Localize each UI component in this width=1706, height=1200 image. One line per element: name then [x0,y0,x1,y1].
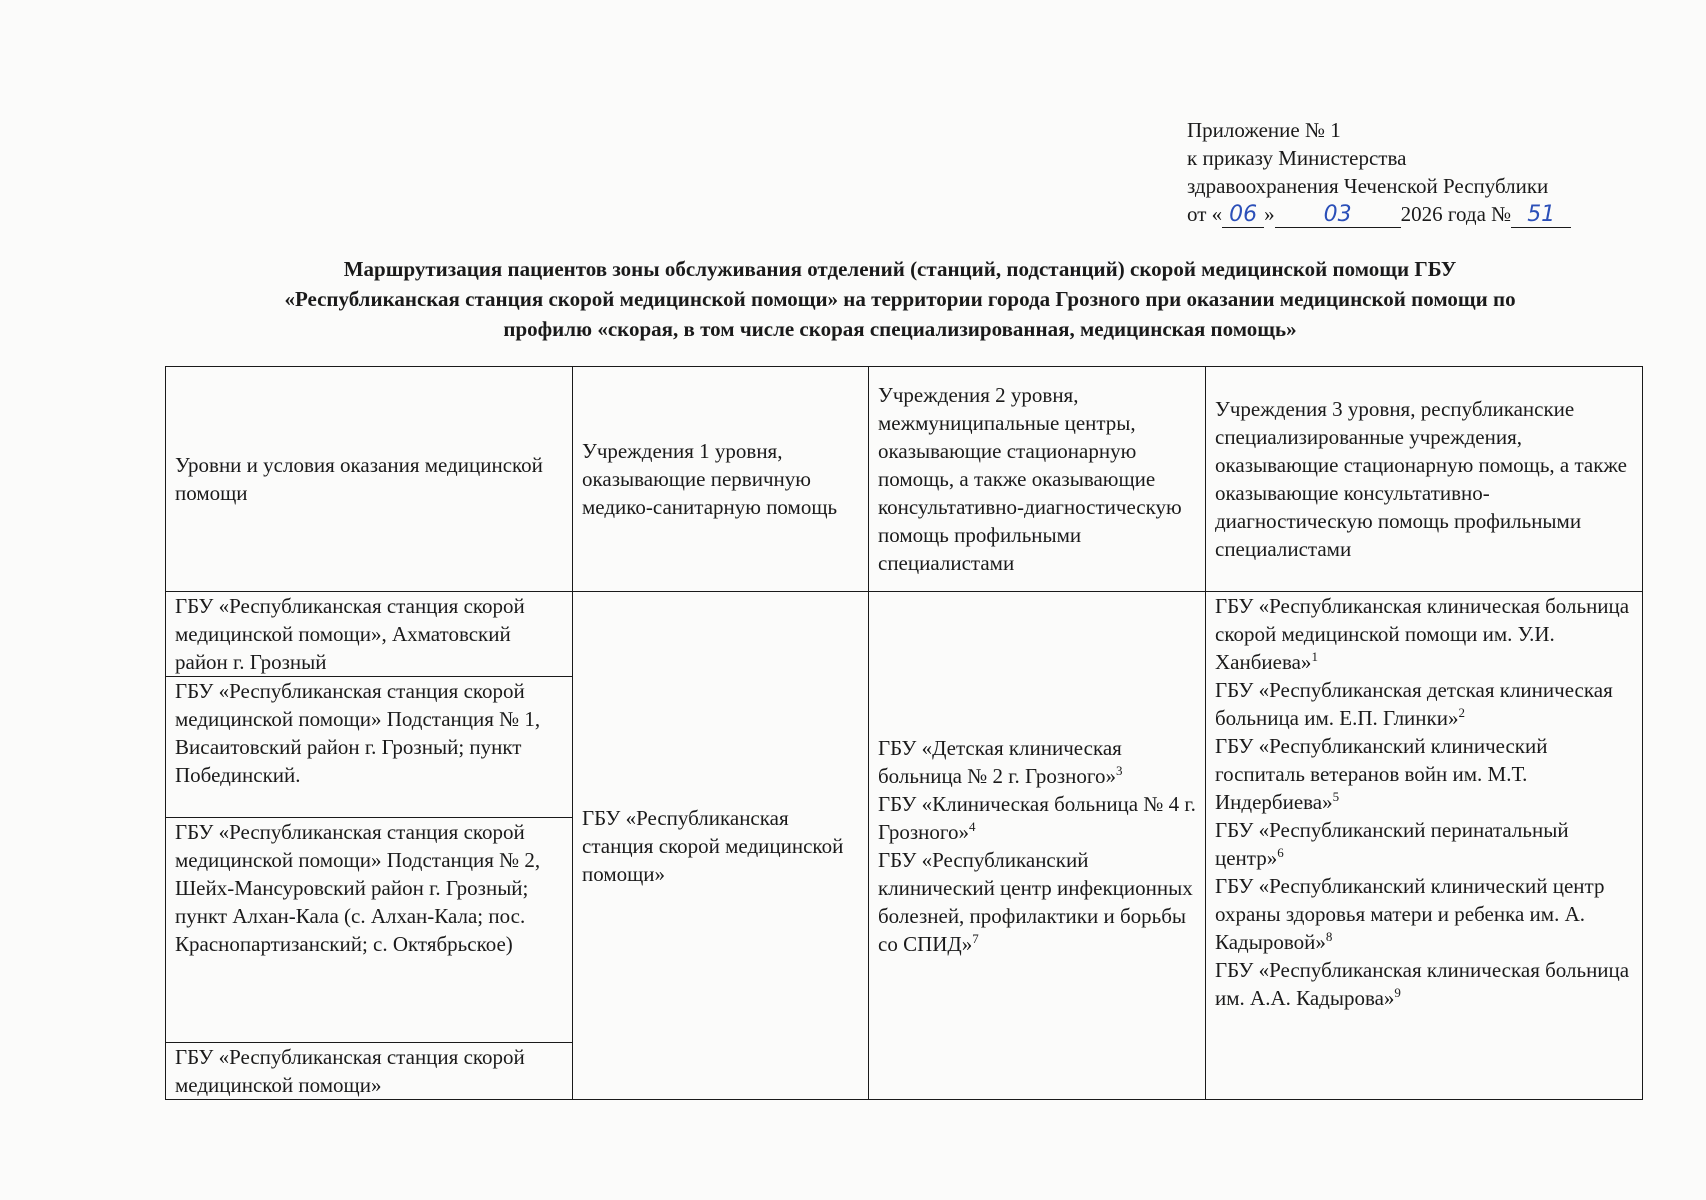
table-header-row [166,367,1643,592]
footnote-mark: 6 [1277,845,1284,860]
date-day: 06 [1222,203,1264,228]
date-month: 03 [1275,203,1401,228]
appendix-line-2: к приказу Министерства [1187,146,1407,170]
level3-entry: ГБУ «Республиканский перинатальный центр»$^6$ [1215,818,1569,870]
header-level-2: Учреждения 2 уровня, межмуниципальные центры, оказывающие стационарную помощь, а также оказывающие консультативно-диагностическую помощь профильными специалистами [869,367,1206,592]
footnote-mark: 2 [1458,705,1465,720]
level2-entry: ГБУ «Клиническая больница № 4 г. Грозного»$^4$ [878,791,1196,844]
footnote-mark: 8 [1325,929,1333,944]
footnote-mark: 3 [1115,762,1123,778]
date-prefix: от « [1187,202,1223,226]
appendix-line-1: Приложение № 1 [1187,118,1341,142]
level1-cell: ГБУ «Республиканская станция скорой медицинской помощи» [573,592,869,1100]
station-cell: ГБУ «Республиканская станция скорой медицинской помощи» Подстанция № 1, Висаитовский район г. Грозный; пункт Побединский. [166,677,573,818]
date-mid: » [1264,202,1275,226]
appendix-line-3: здравоохранения Чеченской Республики [1187,174,1549,198]
level3-cell [1206,592,1643,1100]
station-cell: ГБУ «Республиканская станция скорой медицинской помощи» Подстанция № 2, Шейх-Мансуровский район г. Грозный; пункт Алхан-Кала (с. Алхан-Кала; пос. Краснопартизанский; с. Октябрьское) [166,818,573,1043]
level2-cell [869,592,1206,1100]
level3-entry: ГБУ «Республиканский клинический центр охраны здоровья матери и ребенка им. А. Кадыровой»$^8$ [1215,874,1605,954]
header-level-1: Учреждения 1 уровня, оказывающие первичную медико-санитарную помощь [573,367,869,592]
header-levels: Уровни и условия оказания медицинской помощи [166,367,573,592]
title-line-1: Маршрутизация пациентов зоны обслуживания отделений (станций, подстанций) скорой медицинской помощи ГБУ [343,257,1457,281]
appendix-block [1187,116,1571,228]
station-cell: ГБУ «Республиканская станция скорой медицинской помощи» [166,1043,573,1100]
level2-entry: ГБУ «Детская клиническая больница № 2 г. Грозного»$^3$ [878,735,1123,788]
level3-entry: ГБУ «Республиканская клиническая больница скорой медицинской помощи им. У.И. Ханбиева»$^1$ [1215,594,1630,674]
order-number: 51 [1511,203,1571,228]
routing-table [165,366,1643,1100]
station-cell: ГБУ «Республиканская станция скорой медицинской помощи», Ахматовский район г. Грозный [166,592,573,677]
footnote-mark: 4 [968,818,976,834]
level3-entry: ГБУ «Республиканская клиническая больница им. А.А. Кадырова»$^9$ [1215,958,1630,1010]
title-line-2: «Республиканская станция скорой медицинской помощи» на территории города Грозного при оказании медицинской помощи по [284,287,1516,311]
appendix-date-line [1187,200,1571,228]
level3-entry: ГБУ «Республиканский клинический госпиталь ветеранов войн им. М.Т. Индербиева»$^5$ [1215,734,1548,814]
footnote-mark: 9 [1394,985,1401,1000]
header-level-3: Учреждения 3 уровня, республиканские специализированные учреждения, оказывающие стационарную помощь, а также оказывающие консультативно-диагностическую помощь профильными специалистами [1206,367,1643,592]
footnote-mark: 7 [972,930,979,946]
level3-entry: ГБУ «Республиканская детская клиническая больница им. Е.П. Глинки»$^2$ [1215,678,1613,730]
footnote-mark: 1 [1311,649,1318,664]
date-year: 2026 года № [1400,202,1512,226]
level2-entry: ГБУ «Республиканский клинический центр инфекционных болезней, профилактики и борьбы со СПИД»$^7$ [878,847,1193,956]
footnote-mark: 5 [1332,789,1340,804]
title-line-3: профилю «скорая, в том числе скорая специализированная, медицинская помощь» [503,317,1297,341]
document-title [160,254,1640,344]
table-row [166,592,1643,677]
